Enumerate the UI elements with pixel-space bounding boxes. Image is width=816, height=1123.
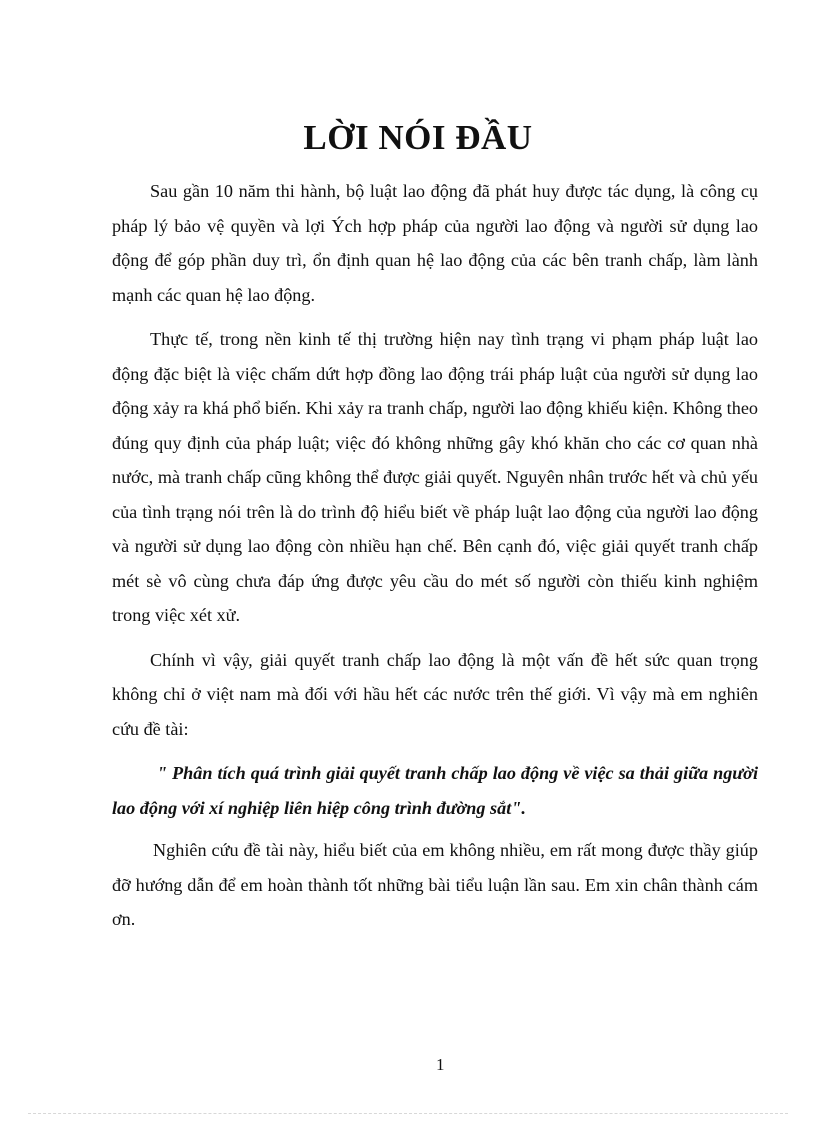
paragraph-intro: Sau gần 10 năm thi hành, bộ luật lao động đã phát huy được tác dụng, là công cụ pháp lý bảo vệ quyền và lợi Ých hợp pháp của người lao động và người sử dụng lao động để góp phần duy trì, ổn định quan hệ lao động của các bên tranh chấp, làm lành mạnh các quan hệ lao động. [112,181,758,305]
paragraph-reality: Thực tế, trong nền kinh tế thị trường hiện nay tình trạng vi phạm pháp luật lao động đặc biệt là việc chấm dứt hợp đồng lao động trái pháp luật của người sử dụng lao động xảy ra khá phổ biến. Khi xảy ra tranh chấp, người lao động khiếu kiện. Không theo đúng quy định của pháp luật; việc đó không những gây khó khăn cho các cơ quan nhà nước, mà tranh chấp cũng không thể được giải quyết. Nguyên nhân trước hết và chủ yếu của tình trạng nói trên là do trình độ hiểu biết về pháp luật lao động của người lao động và người sử dụng lao động còn nhiều hạn chế. Bên cạnh đó, việc giải quyết tranh chấp mét sè vô cùng chưa đáp ứng được yêu cầu do mét số người còn thiếu kinh nghiệm trong việc xét xử. [112,329,758,625]
topic-quote: " Phân tích quá trình giải quyết tranh chấp lao động về việc sa thải giữa người lao động với xí nghiệp liên hiệp công trình đường sắt". [112,763,758,818]
paragraph-importance: Chính vì vậy, giải quyết tranh chấp lao động là một vấn đề hết sức quan trọng không chỉ ở việt nam mà đối với hầu hết các nước trên thế giới. Vì vậy mà em nghiên cứu đề tài: [112,649,758,739]
page-title: LỜI NÓI ĐẦU [303,118,533,157]
document-body [112,174,758,947]
paragraph-closing: Nghiên cứu đề tài này, hiểu biết của em không nhiều, em rất mong được thầy giúp đỡ hướng dẫn để em hoàn thành tốt những bài tiểu luận lần sau. Em xin chân thành cám ơn. [112,840,758,929]
page-number: 1 [436,1055,445,1074]
page-bottom-divider [28,1113,788,1114]
